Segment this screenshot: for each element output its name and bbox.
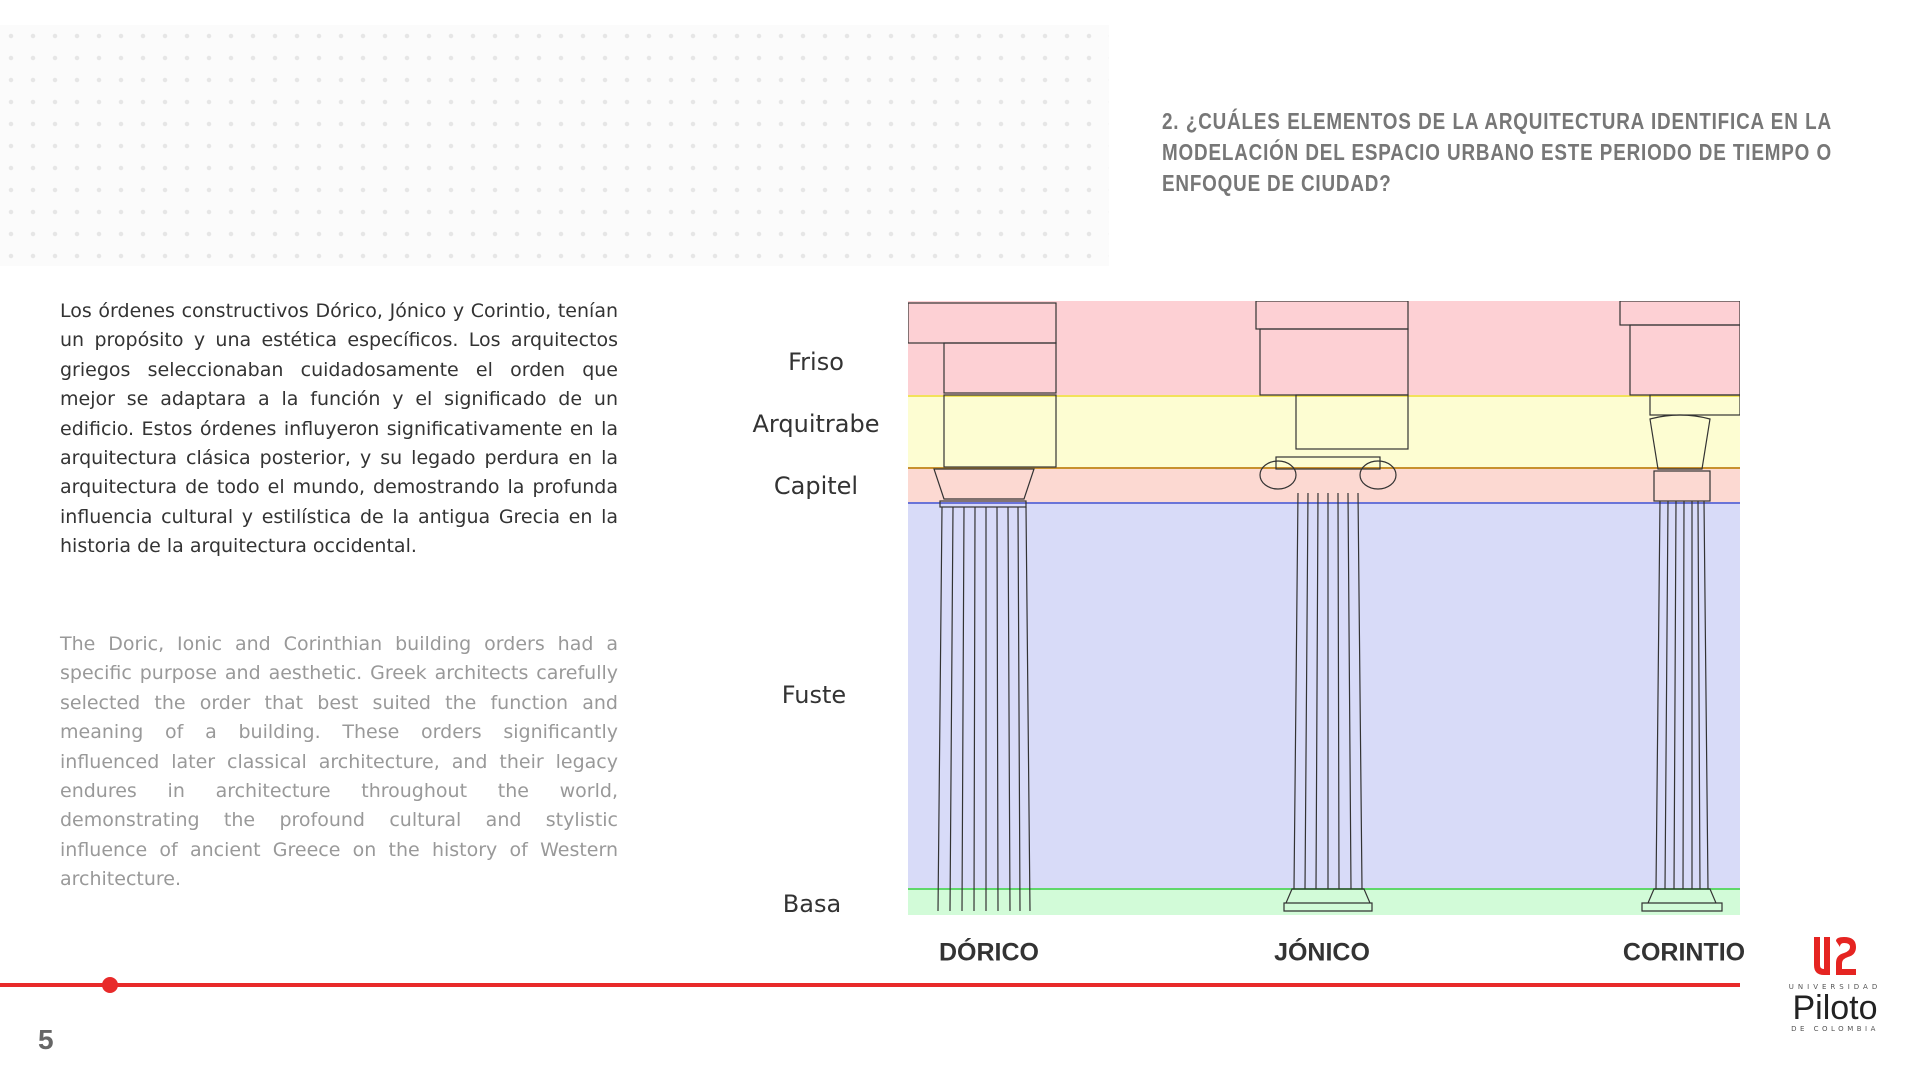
university-logo [1785,935,1885,1033]
label-arquitrabe: Arquitrabe [752,410,880,438]
timeline-line [0,983,1740,987]
logo-name: Piloto [1792,989,1878,1027]
ionic-column [1256,301,1408,911]
logo-mark-icon [1810,935,1860,979]
order-label-corinthian: CORINTIO [1622,938,1746,967]
logo-top-text: UNIVERSIDAD [1788,983,1882,991]
order-label-doric: DÓRICO [939,938,1039,967]
doric-column [908,303,1056,911]
page-number: 5 [38,1024,54,1055]
column-orders-diagram [908,301,1740,913]
label-friso: Friso [788,348,844,376]
label-fuste: Fuste [781,681,847,709]
dotted-background-panel [0,25,1109,266]
label-basa: Basa [782,890,842,918]
paragraph-english: The Doric, Ionic and Corinthian building orders had a specific purpose and aesthetic. Greek architects carefully selected the order that best suited the function and meaning of a building. These orders significantly influenced later classical architecture, and their legacy endures in architecture throughout the world, demonstrating the profound cultural and stylistic influence of ancient Greece on the history of Western architecture. [60,633,618,891]
order-label-ionic: JÓNICO [1274,938,1370,967]
label-capitel: Capitel [773,472,859,500]
corinthian-column [1620,301,1740,911]
logo-bottom-text: DE COLOMBIA [1791,1025,1879,1033]
question-heading: 2. ¿CUÁLES ELEMENTOS DE LA ARQUITECTURA IDENTIFICA EN LA MODELACIÓN DEL ESPACIO URBANO ESTE PERIODO DE TIEMPO O ENFOQUE DE CIUDAD? [1162,108,1832,196]
paragraph-spanish: Los órdenes constructivos Dórico, Jónico y Corintio, tenían un propósito y una estética específicos. Los arquitectos griegos seleccionaban cuidadosamente el orden que mejor se adaptara a la función y el significado de un edificio. Estos órdenes influyeron significativamente en la arquitectura clásica posterior, y su legado perdura en la arquitectura de todo el mundo, demostrando la profunda influencia cultural y estilística de la antigua Grecia en la historia de la arquitectura occidental. [60,300,618,558]
columns-drawing [908,301,1740,913]
timeline-marker [102,977,118,993]
